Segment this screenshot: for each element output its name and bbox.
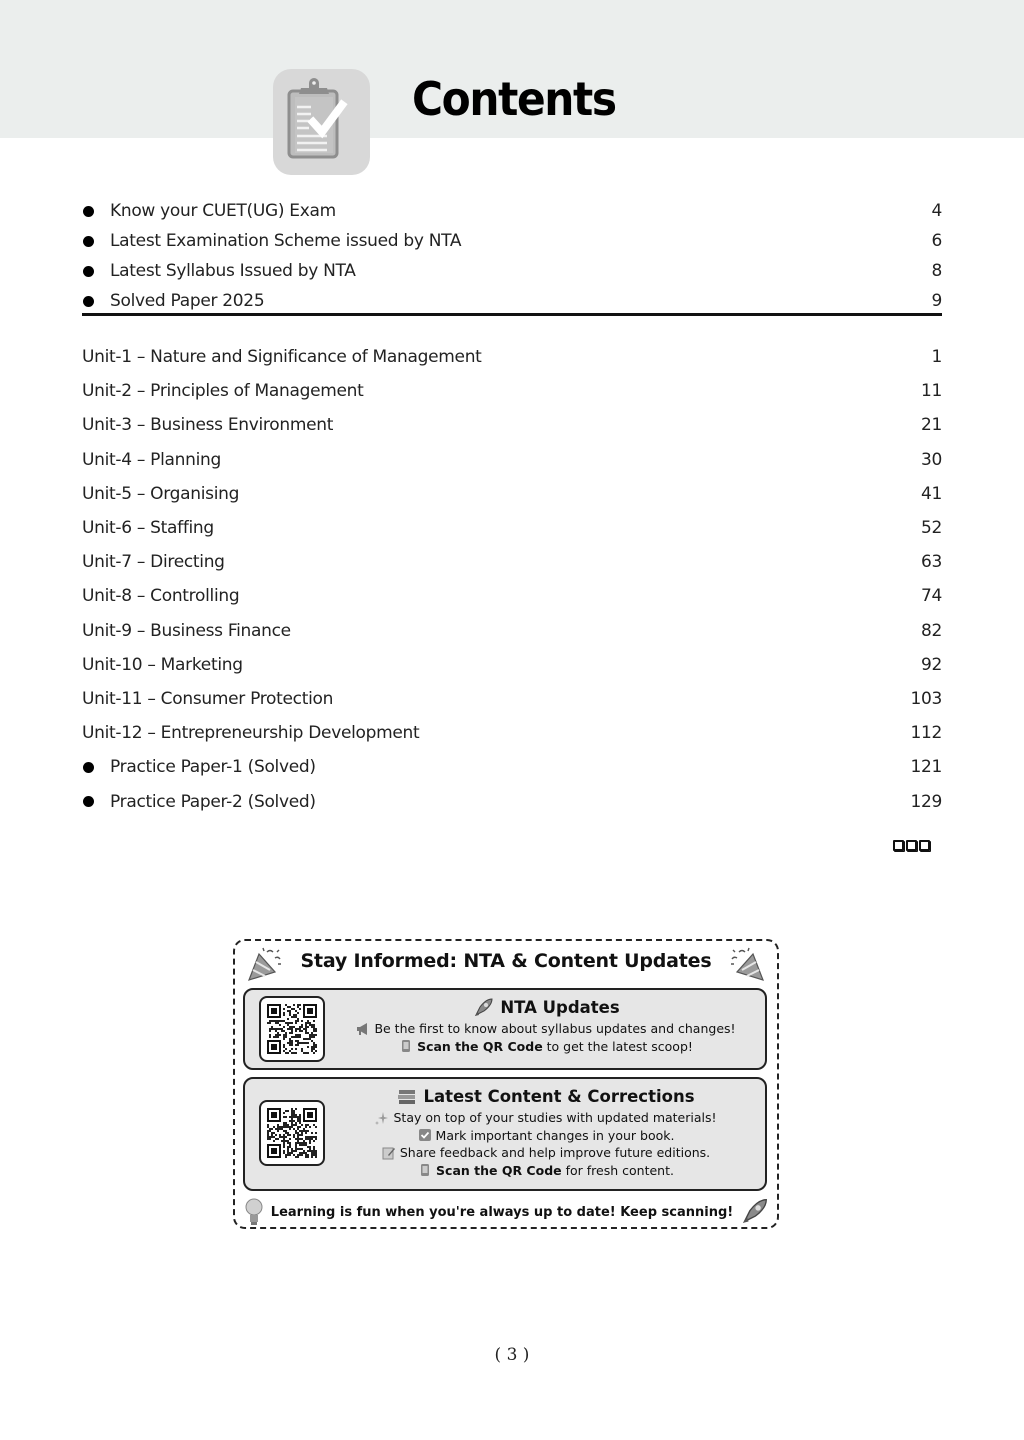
toc-entry-label: Unit-3 – Business Environment — [82, 415, 334, 436]
toc-entry-label: Unit-6 – Staffing — [82, 518, 214, 539]
toc-entry[interactable] — [82, 286, 942, 316]
toc-entry-page: 6 — [931, 231, 942, 251]
card-line: Mark important changes in your book. — [435, 1127, 675, 1143]
toc-entry-page: 4 — [931, 201, 942, 221]
toc-entry-page: 8 — [931, 261, 942, 281]
toc-entry-page: 129 — [910, 791, 942, 812]
toc-entry-label: Unit-5 – Organising — [82, 483, 240, 504]
toc-entry-page: 41 — [920, 483, 942, 504]
toc-entry[interactable] — [82, 716, 942, 750]
toc-entry-page: 103 — [910, 688, 942, 709]
toc-entry[interactable] — [82, 614, 942, 648]
toc-entry-page: 1 — [931, 347, 942, 368]
card-line: Stay on top of your studies with updated materials! — [393, 1110, 717, 1125]
units-list — [82, 340, 942, 819]
toc-entry-page: 92 — [920, 654, 942, 675]
toc-entry-page: 63 — [920, 552, 942, 573]
qr-code[interactable] — [259, 1100, 325, 1166]
box-icon — [893, 840, 904, 851]
toc-entry[interactable] — [82, 443, 942, 477]
qr-code-icon — [267, 1004, 317, 1054]
toc-entry-label: Unit-11 – Consumer Protection — [82, 688, 334, 709]
bullet-icon — [83, 206, 94, 217]
card-line: Be the first to know about syllabus updates and changes! — [374, 1021, 736, 1036]
toc-entry-label: Unit-7 – Directing — [82, 552, 225, 573]
toc-entry[interactable] — [82, 511, 942, 545]
sparkles-icon — [375, 1111, 389, 1125]
toc-entry-page: 121 — [910, 757, 942, 778]
toc-entry[interactable] — [82, 374, 942, 408]
toc-entry[interactable] — [82, 226, 942, 256]
toc-entry-label: Solved Paper 2025 — [110, 291, 265, 311]
toc-entry-label: Know your CUET(UG) Exam — [110, 201, 336, 221]
light-bulb-icon — [243, 1197, 265, 1227]
nta-updates-card — [243, 988, 767, 1070]
card-line: Share feedback and help improve future editions. — [399, 1145, 711, 1160]
toc-entry[interactable] — [82, 408, 942, 442]
promo-footer-text: Learning is fun when you're always up to date! Keep scanning! — [270, 1204, 734, 1220]
toc-entry-label: Unit-8 – Controlling — [82, 586, 240, 607]
checkbox-icon — [418, 1128, 432, 1142]
qr-code[interactable] — [259, 996, 325, 1062]
promo-title: Stay Informed: NTA & Content Updates — [300, 950, 712, 972]
rocket-icon — [472, 997, 494, 1019]
section-divider — [82, 313, 942, 316]
card-line: for fresh content. — [561, 1162, 674, 1178]
qr-code-icon — [267, 1108, 317, 1158]
toc-entry-label: Unit-1 – Nature and Significance of Management — [82, 347, 482, 368]
toc-entry-label: Practice Paper-2 (Solved) — [110, 791, 316, 812]
toc-entry-page: 30 — [920, 449, 942, 470]
scan-qr-strong: Scan the QR Code — [417, 1038, 543, 1054]
toc-entry[interactable] — [82, 545, 942, 579]
toc-entry-label: Unit-10 – Marketing — [82, 654, 243, 675]
megaphone-icon — [356, 1022, 370, 1036]
toc-entry-label: Unit-9 – Business Finance — [82, 620, 291, 641]
bullet-icon — [83, 266, 94, 277]
toc-entry-page: 112 — [910, 723, 942, 744]
clipboard-check-icon — [273, 69, 370, 175]
toc-entry[interactable] — [82, 682, 942, 716]
box-icon — [906, 840, 917, 851]
toc-entry[interactable] — [82, 340, 942, 374]
toc-entry-page: 52 — [920, 518, 942, 539]
toc-entry-label: Unit-12 – Entrepreneurship Development — [82, 723, 420, 744]
phone-icon — [418, 1163, 432, 1177]
toc-entry-label: Latest Syllabus Issued by NTA — [110, 261, 356, 281]
box-icon — [919, 840, 930, 851]
books-icon — [397, 1088, 417, 1106]
toc-entry-label: Unit-4 – Planning — [82, 449, 221, 470]
page-number: ( 3 ) — [494, 1345, 530, 1365]
toc-entry[interactable] — [82, 750, 942, 784]
card-heading: Latest Content & Corrections — [423, 1087, 695, 1106]
toc-entry[interactable] — [82, 648, 942, 682]
promo-footer — [235, 1197, 777, 1227]
updates-promo-box — [233, 939, 779, 1229]
toc-entry[interactable] — [82, 256, 942, 286]
front-matter-list — [82, 196, 942, 316]
bullet-icon — [83, 236, 94, 247]
toc-entry-page: 74 — [920, 586, 942, 607]
card-line: to get the latest scoop! — [542, 1038, 693, 1054]
toc-entry-page: 9 — [931, 291, 942, 311]
toc-entry[interactable] — [82, 477, 942, 511]
rocket-icon — [739, 1197, 769, 1227]
toc-entry-page: 82 — [920, 620, 942, 641]
toc-entry[interactable] — [82, 784, 942, 818]
toc-entry-label: Latest Examination Scheme issued by NTA — [110, 231, 462, 251]
content-corrections-card — [243, 1077, 767, 1191]
toc-entry-page: 21 — [920, 415, 942, 436]
bullet-icon — [83, 762, 94, 773]
card-heading: NTA Updates — [500, 998, 620, 1017]
bullet-icon — [83, 296, 94, 307]
toc-entry[interactable] — [82, 196, 942, 226]
phone-icon — [399, 1039, 413, 1053]
end-of-section-marks — [893, 840, 930, 851]
toc-entry-page: 11 — [920, 381, 942, 402]
toc-entry-label: Unit-2 – Principles of Management — [82, 381, 364, 402]
scan-qr-strong: Scan the QR Code — [436, 1162, 562, 1178]
toc-entry-label: Practice Paper-1 (Solved) — [110, 757, 316, 778]
memo-icon — [382, 1146, 396, 1160]
party-popper-icon — [727, 946, 767, 984]
bullet-icon — [83, 796, 94, 807]
page-title: Contents — [412, 72, 616, 126]
toc-entry[interactable] — [82, 579, 942, 613]
